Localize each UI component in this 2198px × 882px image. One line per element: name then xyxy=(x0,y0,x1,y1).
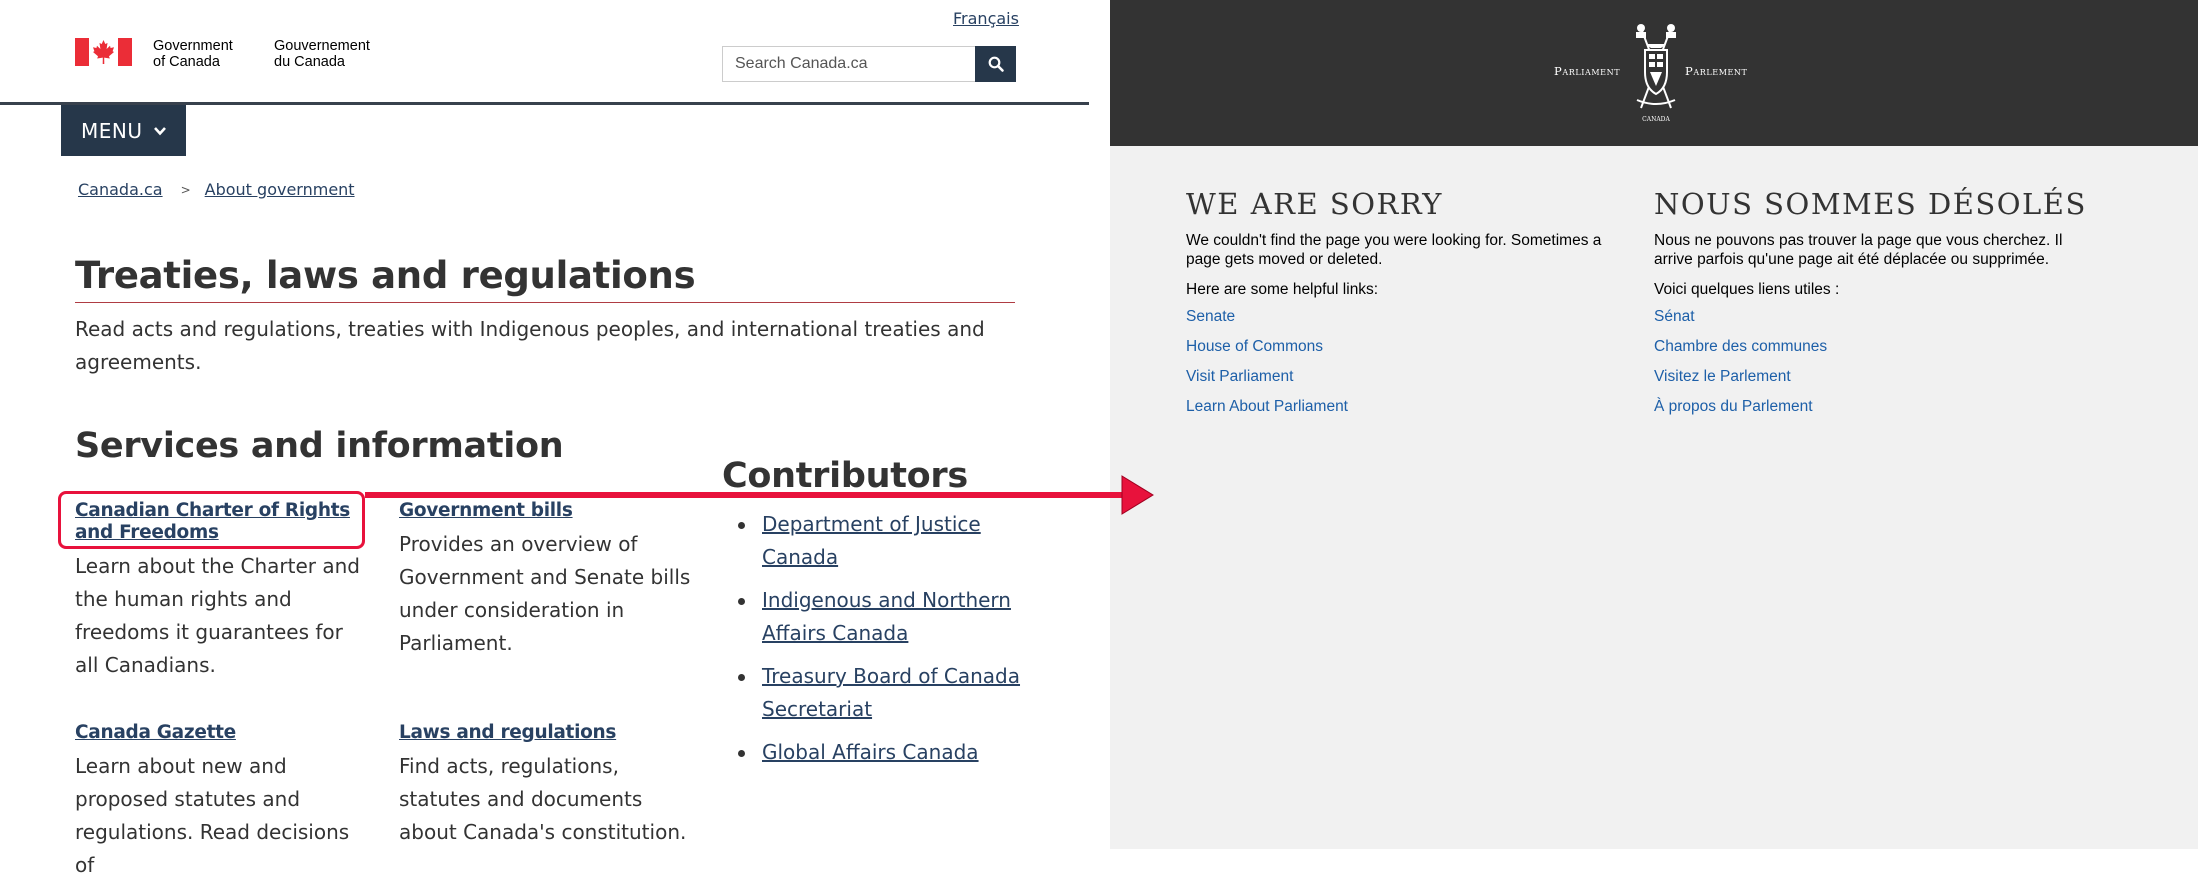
link-chambre-des-communes[interactable]: Chambre des communes xyxy=(1654,338,1828,355)
search-button[interactable] xyxy=(975,46,1016,82)
parliament-wordmark-english: Parliament xyxy=(1554,64,1621,78)
list-item xyxy=(1654,397,2094,417)
service-link-laws-and-regulations[interactable]: Laws and regulations xyxy=(399,722,617,743)
language-toggle-link[interactable]: Français xyxy=(953,9,1019,28)
service-item xyxy=(399,500,699,660)
list-item xyxy=(1186,397,1626,417)
link-house-of-commons[interactable]: House of Commons xyxy=(1186,338,1323,355)
crest-caption: CANADA xyxy=(1642,116,1670,123)
highlight-box xyxy=(58,491,365,549)
sorry-heading-english: WE ARE SORRY xyxy=(1186,187,1443,221)
chevron-down-icon xyxy=(153,124,167,138)
breadcrumb-separator: > xyxy=(180,182,191,197)
service-description: Provides an overview of Government and Senate bills under consideration in Parliament. xyxy=(399,532,691,655)
service-description: Find acts, regulations, statutes and documents about Canada's constitution. xyxy=(399,754,687,844)
government-signature[interactable] xyxy=(75,38,394,70)
services-heading: Services and information xyxy=(75,426,564,466)
search-input[interactable] xyxy=(722,46,975,82)
signature-english: Government of Canada xyxy=(153,38,233,70)
list-item xyxy=(1186,367,1626,387)
title-underline xyxy=(75,302,1015,303)
list-item xyxy=(722,508,1022,574)
breadcrumb-canada-ca[interactable]: Canada.ca xyxy=(78,180,163,199)
service-item xyxy=(75,722,370,882)
breadcrumb-about-government[interactable]: About government xyxy=(204,180,355,199)
contributors-heading: Contributors xyxy=(722,456,968,496)
not-found-message-french: Nous ne pouvons pas trouver la page que vous cherchez. Il arrive parfois qu'une page ait été déplacée ou supprimée. xyxy=(1654,232,2063,268)
service-description: Learn about the Charter and the human rights and freedoms it guarantees for all Canadians. xyxy=(75,554,360,677)
not-found-message-english: We couldn't find the page you were looking for. Sometimes a page gets moved or deleted. xyxy=(1186,232,1602,268)
service-link-charter[interactable]: Canadian Charter of Rights and Freedoms xyxy=(75,500,350,543)
link-visitez-le-parlement[interactable]: Visitez le Parlement xyxy=(1654,368,1791,385)
list-item xyxy=(722,736,1022,769)
signature-french: Gouvernement du Canada xyxy=(274,38,370,70)
contributor-link-treasury-board[interactable]: Treasury Board of Canada Secretariat xyxy=(762,664,1021,721)
parliament-header xyxy=(1110,0,2198,146)
contributor-link-indigenous[interactable]: Indigenous and Northern Affairs Canada xyxy=(762,588,1011,645)
contributors-list xyxy=(722,508,1022,779)
french-column xyxy=(1654,187,2094,427)
service-link-canada-gazette[interactable]: Canada Gazette xyxy=(75,722,236,743)
parliament-wordmark-french: Parlement xyxy=(1685,64,1748,78)
list-item xyxy=(1186,307,1626,327)
page-title: Treaties, laws and regulations xyxy=(75,254,696,297)
list-item xyxy=(722,584,1022,650)
contributor-link-global-affairs[interactable]: Global Affairs Canada xyxy=(762,740,979,764)
parliament-404-page xyxy=(1110,0,2198,849)
canada-flag-icon xyxy=(75,38,132,66)
link-learn-about-parliament[interactable]: Learn About Parliament xyxy=(1186,398,1348,415)
contributor-link-justice[interactable]: Department of Justice Canada xyxy=(762,512,981,569)
canada-ca-page xyxy=(0,0,1089,877)
service-description: Learn about new and proposed statutes and regulations. Read decisions of xyxy=(75,754,350,877)
search-icon xyxy=(988,56,1004,72)
page-intro: Read acts and regulations, treaties with Indigenous peoples, and international treaties and agreements. xyxy=(75,317,985,374)
helpful-links-english xyxy=(1186,307,1626,417)
english-column xyxy=(1186,187,1626,427)
search-bar xyxy=(722,46,1016,82)
link-visit-parliament[interactable]: Visit Parliament xyxy=(1186,368,1294,385)
list-item xyxy=(1654,367,2094,387)
list-item xyxy=(722,660,1022,726)
helpful-links-label-french: Voici quelques liens utiles : xyxy=(1654,281,1840,298)
parliament-crest-icon xyxy=(1631,22,1681,124)
list-item xyxy=(1186,337,1626,357)
helpful-links-label-english: Here are some helpful links: xyxy=(1186,281,1379,298)
link-a-propos-du-parlement[interactable]: À propos du Parlement xyxy=(1654,398,1813,415)
service-link-government-bills[interactable]: Government bills xyxy=(399,500,573,521)
list-item xyxy=(1654,337,2094,357)
service-item xyxy=(399,722,699,849)
breadcrumb xyxy=(78,180,355,199)
link-senat[interactable]: Sénat xyxy=(1654,308,1695,325)
menu-button[interactable] xyxy=(61,105,186,156)
sorry-heading-french: NOUS SOMMES DÉSOLÉS xyxy=(1654,187,2087,221)
link-senate[interactable]: Senate xyxy=(1186,308,1236,325)
helpful-links-french xyxy=(1654,307,2094,417)
list-item xyxy=(1654,307,2094,327)
menu-label: MENU xyxy=(81,118,143,143)
